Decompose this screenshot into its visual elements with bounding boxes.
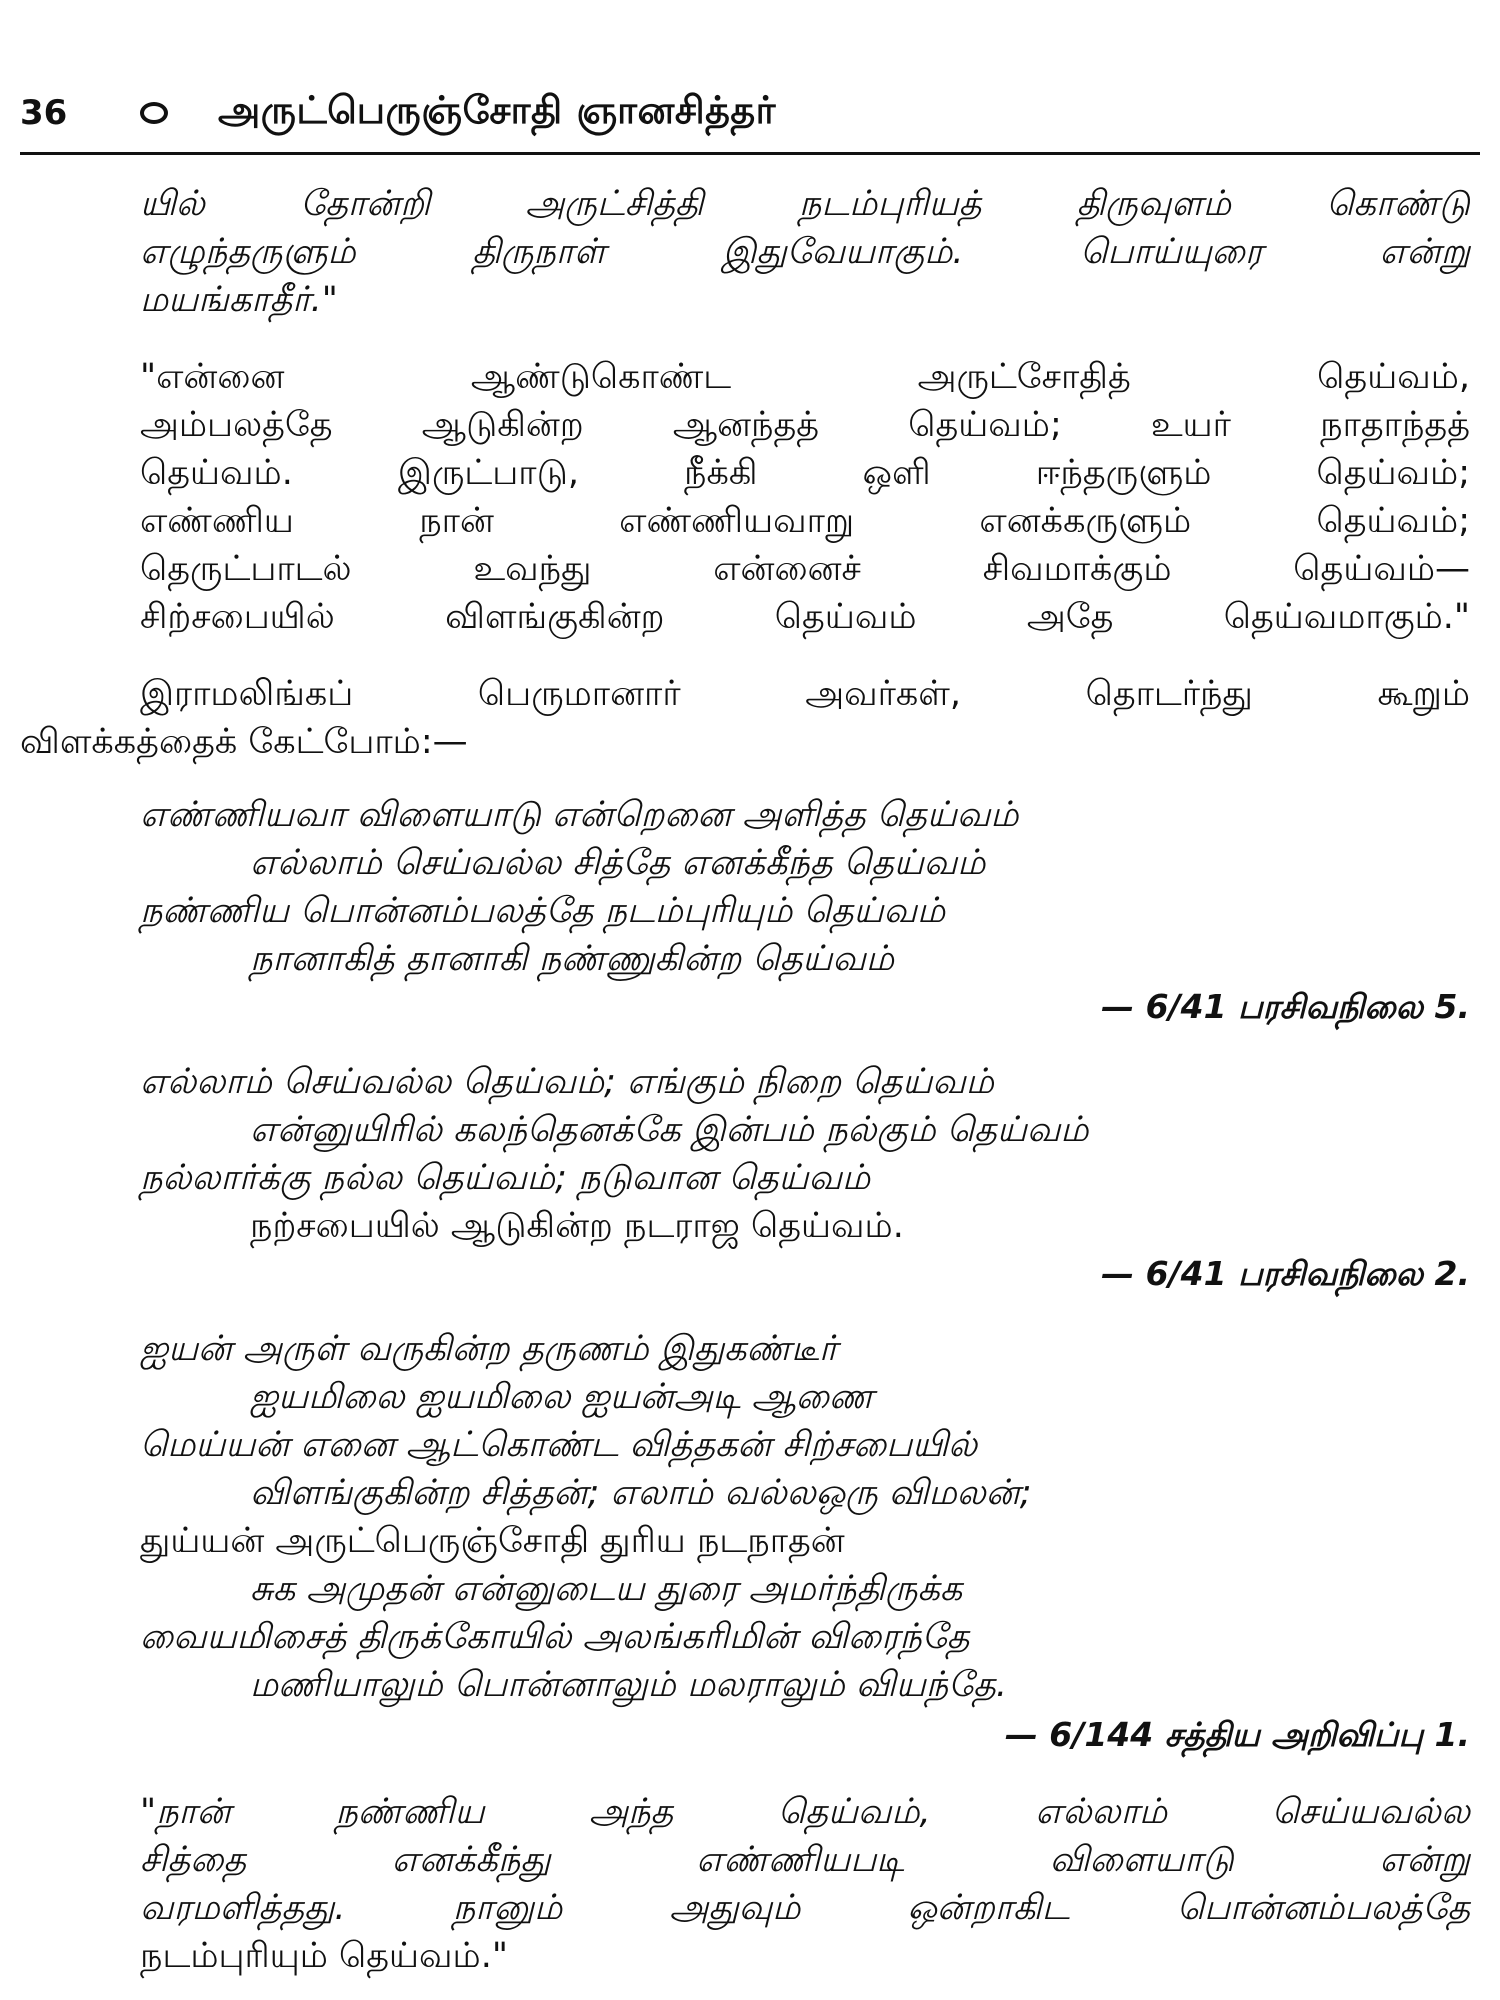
verse-line: எல்லாம் செய்வல்ல சித்தே எனக்கீந்த தெய்வம்: [250, 843, 986, 883]
text-line: எண்ணிய நான் எண்ணியவாறு எனக்கருளும் தெய்வம்;: [140, 501, 1470, 541]
text-line: எழுந்தருளும் திருநாள் இதுவேயாகும். பொய்யுரை என்று: [140, 232, 1470, 272]
text-line: "நான் நண்ணிய அந்த தெய்வம், எல்லாம் செய்யவல்ல: [140, 1792, 1470, 1832]
verse-line: எண்ணியவா விளையாடு என்றெனை அளித்த தெய்வம்: [140, 795, 1019, 835]
text-line: தெய்வம். இருட்பாடு, நீக்கி ஒளி ஈந்தருளும் தெய்வம்;: [140, 453, 1470, 493]
verse-line: ஐயமிலை ஐயமிலை ஐயன்அடி ஆணை: [250, 1377, 874, 1417]
verse-line: மணியாலும் பொன்னாலும் மலராலும் வியந்தே.: [250, 1665, 1007, 1705]
text-line: நடம்புரியும் தெய்வம்.": [140, 1936, 508, 1976]
verse-reference: — 6/41 பரசிவநிலை 2.: [1101, 1254, 1470, 1293]
verse-line: விளங்குகின்ற சித்தன்; எலாம் வல்லஒரு விமலன்;: [250, 1473, 1032, 1513]
text-line: இராமலிங்கப் பெருமானார் அவர்கள், தொடர்ந்து கூறும்: [140, 674, 1470, 714]
page-header: [20, 78, 1480, 148]
page-number: 36: [20, 93, 68, 133]
verse-line: நானாகித் தானாகி நண்ணுகின்ற தெய்வம்: [250, 939, 895, 979]
verse-line: நல்லார்க்கு நல்ல தெய்வம்; நடுவான தெய்வம்: [140, 1158, 871, 1198]
text-line: சித்தை எனக்கீந்து எண்ணியபடி விளையாடு என்று: [140, 1840, 1470, 1880]
verse-line: துய்யன் அருட்பெருஞ்சோதி துரிய நடநாதன்: [140, 1521, 845, 1561]
verse-line: எல்லாம் செய்வல்ல தெய்வம்; எங்கும் நிறை தெய்வம்: [140, 1062, 994, 1102]
text-line: தெருட்பாடல் உவந்து என்னைச் சிவமாக்கும் தெய்வம்—: [140, 549, 1470, 589]
verse-line: ஐயன் அருள் வருகின்ற தருணம் இதுகண்டீர்: [140, 1329, 838, 1369]
verse-line: நண்ணிய பொன்னம்பலத்தே நடம்புரியும் தெய்வம்: [140, 891, 946, 931]
verse-reference: — 6/41 பரசிவநிலை 5.: [1101, 987, 1470, 1026]
text-line: யில் தோன்றி அருட்சித்தி நடம்புரியத் திருவுளம் கொண்டு: [140, 184, 1470, 224]
text-line: "என்னை ஆண்டுகொண்ட அருட்சோதித் தெய்வம்,: [140, 357, 1470, 397]
running-title: அருட்பெருஞ்சோதி ஞானசித்தர்: [218, 88, 776, 132]
verse-line: வையமிசைத் திருக்கோயில் அலங்கரிமின் விரைந்தே: [140, 1617, 970, 1657]
text-line: அம்பலத்தே ஆடுகின்ற ஆனந்தத் தெய்வம்; உயர் நாதாந்தத்: [140, 405, 1470, 445]
verse-line: நற்சபையில் ஆடுகின்ற நடராஜ தெய்வம்.: [250, 1206, 904, 1246]
text-line: வரமளித்தது. நானும் அதுவும் ஒன்றாகிட பொன்னம்பலத்தே: [140, 1888, 1470, 1928]
circle-ornament-icon: [140, 102, 168, 124]
verse-line: சுக அமுதன் என்னுடைய துரை அமர்ந்திருக்க: [250, 1569, 963, 1609]
text-line: மயங்காதீர்.": [140, 280, 338, 320]
header-rule: [20, 152, 1480, 155]
text-line: சிற்சபையில் விளங்குகின்ற தெய்வம் அதே தெய்வமாகும்.": [140, 597, 1470, 637]
verse-line: மெய்யன் எனை ஆட்கொண்ட வித்தகன் சிற்சபையில்: [140, 1425, 978, 1465]
verse-reference: — 6/144 சத்திய அறிவிப்பு 1.: [1004, 1715, 1470, 1754]
verse-line: என்னுயிரில் கலந்தெனக்கே இன்பம் நல்கும் தெய்வம்: [250, 1110, 1089, 1150]
text-line: விளக்கத்தைக் கேட்போம்:—: [20, 722, 468, 762]
